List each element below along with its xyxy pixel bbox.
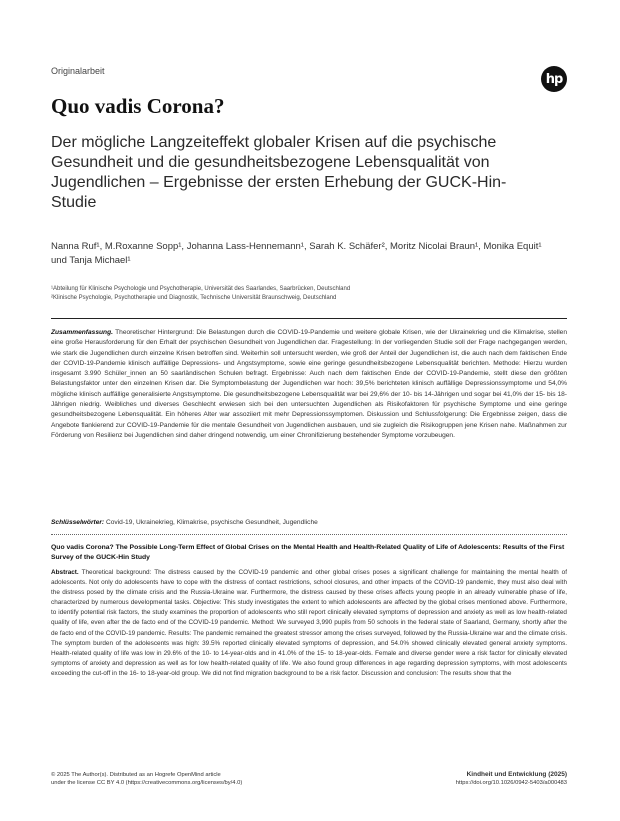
english-abstract: [51, 568, 567, 758]
keywords-label: Schlüsselwörter:: [51, 519, 105, 526]
journal-footer: [380, 771, 567, 787]
abstract-de-label: Zusammenfassung.: [51, 329, 113, 336]
keywords-text: Covid-19, Ukrainekrieg, Klimakrise, psychische Gesundheit, Jugendliche: [105, 519, 318, 526]
keywords: [51, 518, 567, 528]
affiliation-1: ¹Abteilung für Klinische Psychologie und Psychotherapie, Universität des Saarlandes, Saarbrücken, Deutschland: [51, 286, 351, 292]
abstract-en-label: Abstract.: [51, 569, 79, 576]
publisher-logo: hp: [541, 66, 567, 92]
article-type-label: Originalarbeit: [51, 66, 105, 76]
journal-name: Kindheit und Entwicklung (2025): [466, 771, 567, 778]
paper-subtitle: Der mögliche Langzeiteffekt globaler Krisen auf die psychische Gesundheit und die gesundheitsbezogene Lebensqualität von Jugendlichen – Ergebnisse der ersten Erhebung der GUCK-Hin-Studie: [51, 134, 507, 211]
abstract-en-text: Theoretical background: The distress caused by the COVID-19 pandemic and other global crises poses a significant challenge for maintaining the mental health of adolescents. Not only do adolescents have to cope with the distress of contact restrictions, school closures, and other impacts of the COVID-19 pandemic, they must also deal with the distress posed by the climate crisis and the Russia-Ukraine war. Furthermore, the distress caused by these crises affects young people in an already vulnerable phase of life, characterized by numerous developmental tasks. Objective: This study investigates the extent to which adolescents are affected by the global crises mentioned above. Furthermore, to identify potential risk factors, the study examines the proportion of adolescents who still report clinically elevated symptoms of depression and anxiety as well as low health-related quality of life, even after the de facto end of the COVID-19 pandemic. Method: We surveyed 3,990 pupils from 50 schools in the federal state of Saarland, Germany, shortly after the de facto end of the COVID-19 pandemic. Results: The pandemic remained the greatest stressor among the crises surveyed, followed by the Russia-Ukraine war and the climate crisis. The symptom burden of the adolescents was high: 39.5% reported clinically elevated symptoms of depression, and 54.0% showed clinically elevated general anxiety symptoms. Health-related quality of life was low in 29.6% of the 10- to 14-year-olds and in 41.0% of the 15- to 18-year-olds. Female and diverse gender were a risk factor for clinically elevated symptoms of anxiety and depression as well as for low health-related quality of life. We also found group differences in age regarding depression symptoms, with most adolescents exceeding the cut-off in the 16- to 18-year-old group. We did not find migration background to be a risk factor. Discussion and conclusion: The results show that the: [51, 569, 567, 677]
abstract-de-text: Theoretischer Hintergrund: Die Belastungen durch die COVID-19-Pandemie und weitere globale Krisen, wie der Ukrainekrieg und die Klimakrise, stellen eine große Herausforderung für den Erhalt der psychischen Gesundheit von Jugendlichen dar. Fragestellung: In der vorliegenden Studie soll der Frage nachgegangen werden, wie stark die Jugendlichen durch einzelne Krisen betroffen sind. Weiterhin soll untersucht werden, wie groß der Anteil der Jugendlichen ist, die auch nach dem faktischen Ende der COVID-19-Pandemie klinisch auffällige Depressions- und Angstsymptome, sowie eine geringe gesundheitsbezogene Lebensqualität berichten. Methode: Hierzu wurden insgesamt 3.990 Schüler_innen an 50 saarländischen Schulen befragt. Ergebnisse: Auch nach dem faktischen Ende der COVID-19-Pandemie, stellt diese den größten Belastungsfaktor unter den einzelnen Krisen dar. Die Symptombelastung der Jugendlichen war hoch: 39,5% berichteten klinisch auffällige Depressionssymptome und 54,0% mögliche klinisch auffällige generalisierte Angstsymptome. Die gesundheitsbezogene Lebensqualität war bei 29,6% der 10- bis 14-Jährigen und sogar bei 41,0% der 15- bis 18-Jährigen niedrig. Weibliches und diverses Geschlecht erwiesen sich bei den untersuchten Jugendlichen als Risikofaktoren für psychische Symptome und eine geringe gesundheitsbezogene Lebensqualität. Ein höheres Alter war assoziiert mit mehr Depressionssymptomen. Diskussion und Schlussfolgerung: Die Ergebnisse zeigen, dass die Angebote flankierend zur COVID-19-Pandemie für die mentale Gesundheit von Jugendlichen ausbauen, und sie zugleich die Risikogruppen jene Krisen nahe. Maßnahmen zur Förderung von Resilienz bei Jugendlichen sind daher dringend notwendig, um einer Chronifizierung bestehender Symptome vorzubeugen.: [51, 329, 567, 439]
affiliations: [51, 285, 551, 303]
author-list: Nanna Ruf¹, M.Roxanne Sopp¹, Johanna Lass-Hennemann¹, Sarah K. Schäfer², Moritz Nicolai Braun¹, Monika Equit¹ und Tanja Michael¹: [51, 241, 542, 266]
license-footer: [51, 771, 351, 787]
paper-title: Quo vadis Corona?: [51, 94, 225, 118]
doi-link[interactable]: https://doi.org/10.1026/0942-5403/a000483: [455, 780, 567, 786]
section-divider: [51, 534, 567, 535]
affiliation-2: ²Klinische Psychologie, Psychotherapie und Diagnostik, Technische Universität Braunschweig, Deutschland: [51, 295, 337, 301]
german-abstract: [51, 328, 567, 513]
license-line-1: © 2025 The Author(s). Distributed as an Hogrefe OpenMind article: [51, 772, 221, 778]
license-line-2: under the license CC BY 4.0 (https://creativecommons.org/licenses/by/4.0): [51, 780, 243, 786]
english-title: Quo vadis Corona? The Possible Long-Term Effect of Global Crises on the Mental Health and Health-Related Quality of Life of Adolescents: Results of the First Survey of the GUCK-Hin Study: [51, 544, 565, 561]
abstract-top-rule: [51, 318, 567, 319]
